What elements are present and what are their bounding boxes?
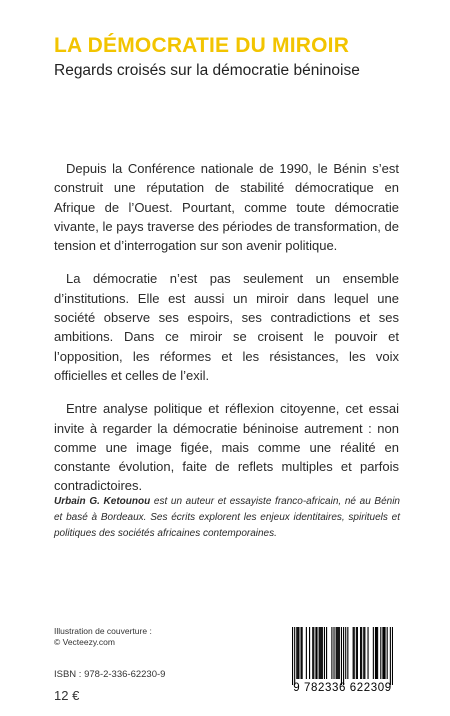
barcode-bar: [336, 627, 337, 679]
barcode-bar: [301, 627, 302, 679]
barcode-bar: [360, 627, 361, 679]
barcode-bar: [354, 627, 355, 679]
barcode-bar: [364, 627, 365, 679]
isbn-number: ISBN : 978-2-336-62230-9: [54, 669, 166, 680]
barcode-bar: [339, 627, 340, 679]
barcode-bar: [321, 627, 322, 679]
barcode-bar: [356, 627, 357, 679]
barcode-bar: [298, 627, 299, 679]
barcode-bar: [316, 627, 317, 679]
barcode-bar: [302, 627, 303, 679]
barcode-bar: [296, 627, 297, 679]
barcode-bars-icon: [292, 627, 393, 685]
summary-paragraph-2: La démocratie n’est pas seulement un ensemble d’institutions. Elle est aussi un miroir dans lequel une société observe ses espoirs, ses contradictions et ses ambitions. Dans ce miroir se croisent le pouvoir et l’opposition, les réformes et les résistances, les voix officielles et celles de l’exil.: [54, 271, 399, 383]
back-cover-summary: [54, 159, 399, 510]
barcode-bar: [306, 627, 307, 679]
book-title: LA DÉMOCRATIE DU MIROIR: [54, 34, 350, 57]
barcode-bar: [324, 627, 325, 679]
barcode-bar: [375, 627, 376, 679]
barcode-bar: [312, 627, 313, 679]
book-subtitle: Regards croisés sur la démocratie béninoise: [54, 62, 360, 79]
barcode-bar: [377, 627, 378, 679]
barcode-bar: [297, 627, 298, 679]
author-name: Urbain G. Ketounou: [54, 496, 151, 507]
barcode-bar: [367, 627, 368, 679]
barcode-bar: [380, 627, 381, 679]
barcode-bar: [383, 627, 384, 679]
barcode-bar: [333, 627, 334, 679]
author-bio-text: est un auteur et essayiste franco-africain, né au Bénin et basé à Bordeaux. Ses écrits explorent les enjeux identitaires, spirituels et politiques des sociétés africaines contemporaines.: [54, 496, 400, 539]
barcode-bar: [390, 627, 391, 685]
summary-paragraph-1: Depuis la Conférence nationale de 1990, le Bénin s’est construit une réputation de stabilité démocratique en Afrique de l’Ouest. Pourtant, comme toute démocratie vivante, le pays traverse des périodes de transformation, de tension et d’interrogation sur son avenir politique.: [54, 161, 399, 254]
barcode-bar: [382, 627, 383, 679]
barcode-bar: [292, 627, 293, 685]
barcode-digits: 9 782336 622309: [293, 682, 392, 694]
barcode-bar: [337, 627, 338, 679]
barcode-bar: [373, 627, 374, 679]
barcode-bar: [331, 627, 332, 679]
barcode-bar: [361, 627, 362, 679]
barcode-bar: [320, 627, 321, 679]
barcode-bar: [387, 627, 388, 679]
summary-paragraph-3: Entre analyse politique et réflexion citoyenne, cet essai invite à regarder la démocratie béninoise autrement : non comme une image figée, mais comme une réalité en constante évolution, faite de reflets multiples et parfois contradictoires.: [54, 401, 399, 494]
barcode-bar: [376, 627, 377, 679]
barcode-bar: [294, 627, 295, 685]
barcode-bar: [326, 627, 327, 679]
price: 12 €: [54, 688, 80, 703]
barcode-bar: [357, 627, 358, 679]
barcode-bar: [313, 627, 314, 679]
barcode-bar: [353, 627, 354, 679]
barcode-bar: [384, 627, 385, 679]
barcode-bar: [338, 627, 339, 679]
cover-credit-label: Illustration de couverture :: [54, 626, 152, 636]
barcode-bar: [363, 627, 364, 679]
barcode-bar: [315, 627, 316, 679]
barcode-bar: [343, 627, 344, 685]
barcode-bar: [322, 627, 323, 679]
author-bio: [54, 494, 400, 542]
barcode-bar: [345, 627, 346, 679]
cover-credit-source: © Vecteezy.com: [54, 637, 115, 647]
barcode-bar: [341, 627, 342, 685]
barcode-bar: [309, 627, 310, 679]
cover-credit: [54, 626, 152, 648]
barcode: [282, 617, 403, 695]
barcode-bar: [319, 627, 320, 679]
barcode-bar: [347, 627, 348, 679]
barcode-bar: [392, 627, 393, 685]
